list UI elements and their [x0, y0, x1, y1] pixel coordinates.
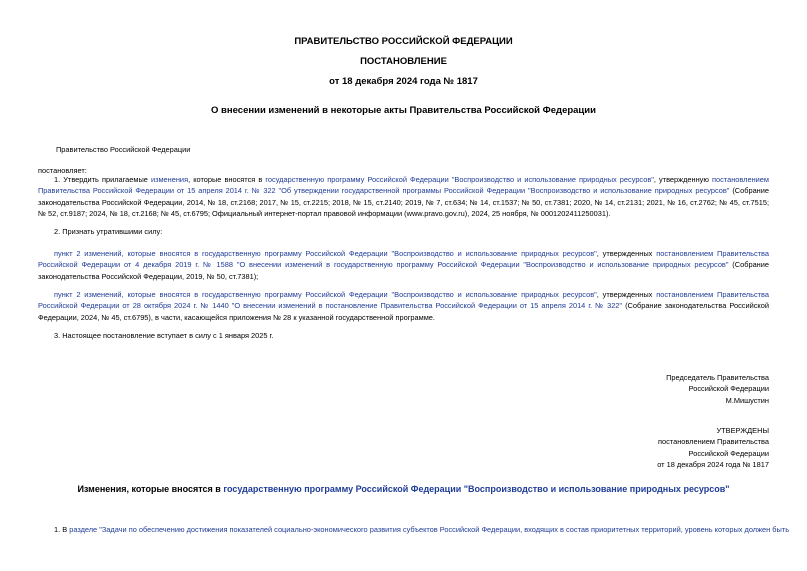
item-1-text-b: , которые вносятся в [188, 175, 266, 184]
issuer-text: Правительство Российской Федерации [56, 145, 191, 154]
item-2-sub-2 [38, 289, 769, 323]
approved-line-3: Российской Федерации [688, 448, 769, 458]
document-title: О внесении изменений в некоторые акты Правительства Российской Федерации [211, 105, 596, 116]
changes-link[interactable]: изменения [150, 175, 189, 184]
change-1-text [54, 524, 794, 535]
item-1-text-d: (Собрание законодательства Российской Федерации, 2014, № 18, ст.2168; 2017, № 15, ст.2215; 2018, № 15, ст.2140; 2019, № 7, ст.634; № 14, ст.1537; № 50, ст.7381; 2020, № 14, ст.2131; 2021, № 16, ст.2762; № 45, ст.7515; № 52, ст.9187; 2024, № 18, ст.2168; № 45, ст.6795; Официальный интернет-портал правовой информации (www.pravo.gov.ru), 2024, 25 ноября, № 0001202411250031). [38, 186, 769, 218]
item-2-sub-1-text-a: , утвержденных [596, 249, 657, 258]
item-2-sub-1-text-b: (Собрание законодательства Российской Федерации, 2019, № 50, ст.7381); [38, 260, 769, 281]
approved-line-2: постановлением Правительства [658, 437, 769, 447]
changes-title [0, 484, 807, 494]
approved-block [657, 425, 769, 470]
item-2-sub-2-text-a: , утвержденных [596, 290, 657, 299]
approved-line-1: УТВЕРЖДЕНЫ [716, 426, 769, 435]
resolution-1440-link[interactable]: постановлением Правительства Российской Федерации от 28 октября 2024 г. № 1440 "О внесении изменений в постановление Правительства Российской Федерации от 15 апреля 2014 г. № 322" [38, 290, 770, 311]
resolution-322-link[interactable]: постановлением Правительства Российской Федерации от 15 апреля 2014 г. № 322 "Об утверждении государственной программы Российской Федерации "Воспроизводство и использование природных ресурсов" [38, 175, 769, 196]
decrees-text: постановляет: [38, 166, 87, 175]
date-number-heading: от 18 декабря 2024 года № 1817 [329, 76, 478, 87]
item-1-paragraph [38, 174, 769, 219]
item-2-sub-2-text-b: (Собрание законодательства Российской Федерации, 2024, № 45, ст.6795), в части, касающейся приложения № 28 к указанной государственной программе. [38, 301, 769, 322]
signature-line-2: Российской Федерации [688, 384, 769, 394]
approved-line-4: от 18 декабря 2024 года № 1817 [657, 459, 769, 469]
signature-block [666, 372, 769, 406]
resolution-1588-link[interactable]: постановлением Правительства Российской Федерации от 4 декабря 2019 г. № 1588 "О внесении изменений в государственную программу Российской Федерации "Воспроизводство и использование природных ресурсов" [38, 249, 770, 270]
item-1-text-a: 1. Утвердить прилагаемые [54, 175, 151, 184]
point-2-changes-link-1[interactable]: пункт 2 изменений, которые вносятся в государственную программу Российской Федерации "Воспроизводство и использование природных ресурсов" [54, 249, 597, 258]
item-2-heading: 2. Признать утратившими силу: [54, 227, 163, 236]
item-3-text: 3. Настоящее постановление вступает в силу с 1 января 2025 г. [54, 331, 274, 340]
item-2-sub-1 [38, 248, 769, 282]
state-program-link[interactable]: государственную программу Российской Федерации "Воспроизводство и использование природных ресурсов" [265, 175, 654, 184]
doc-type-heading: ПОСТАНОВЛЕНИЕ [360, 56, 447, 67]
change-1-text-a: 1. В [54, 525, 70, 534]
item-1-text-c: , утвержденную [653, 175, 712, 184]
signature-name: М.Мишустин [725, 395, 769, 405]
section-tasks-link[interactable]: разделе "Задачи по обеспечению достижения показателей социально-экономического развития субъектов Российской Федерации, входящих в состав приоритетных территорий, уровень которых должен быть [69, 525, 790, 534]
signature-line-1: Председатель Правительства [666, 373, 769, 382]
government-heading: ПРАВИТЕЛЬСТВО РОССИЙСКОЙ ФЕДЕРАЦИИ [294, 36, 513, 47]
changes-title-link[interactable]: государственную программу Российской Федерации "Воспроизводство и использование природных ресурсов" [223, 484, 730, 494]
changes-title-text: Изменения, которые вносятся в [77, 484, 224, 494]
point-2-changes-link-2[interactable]: пункт 2 изменений, которые вносятся в государственную программу Российской Федерации "Воспроизводство и использование природных ресурсов" [54, 290, 597, 299]
